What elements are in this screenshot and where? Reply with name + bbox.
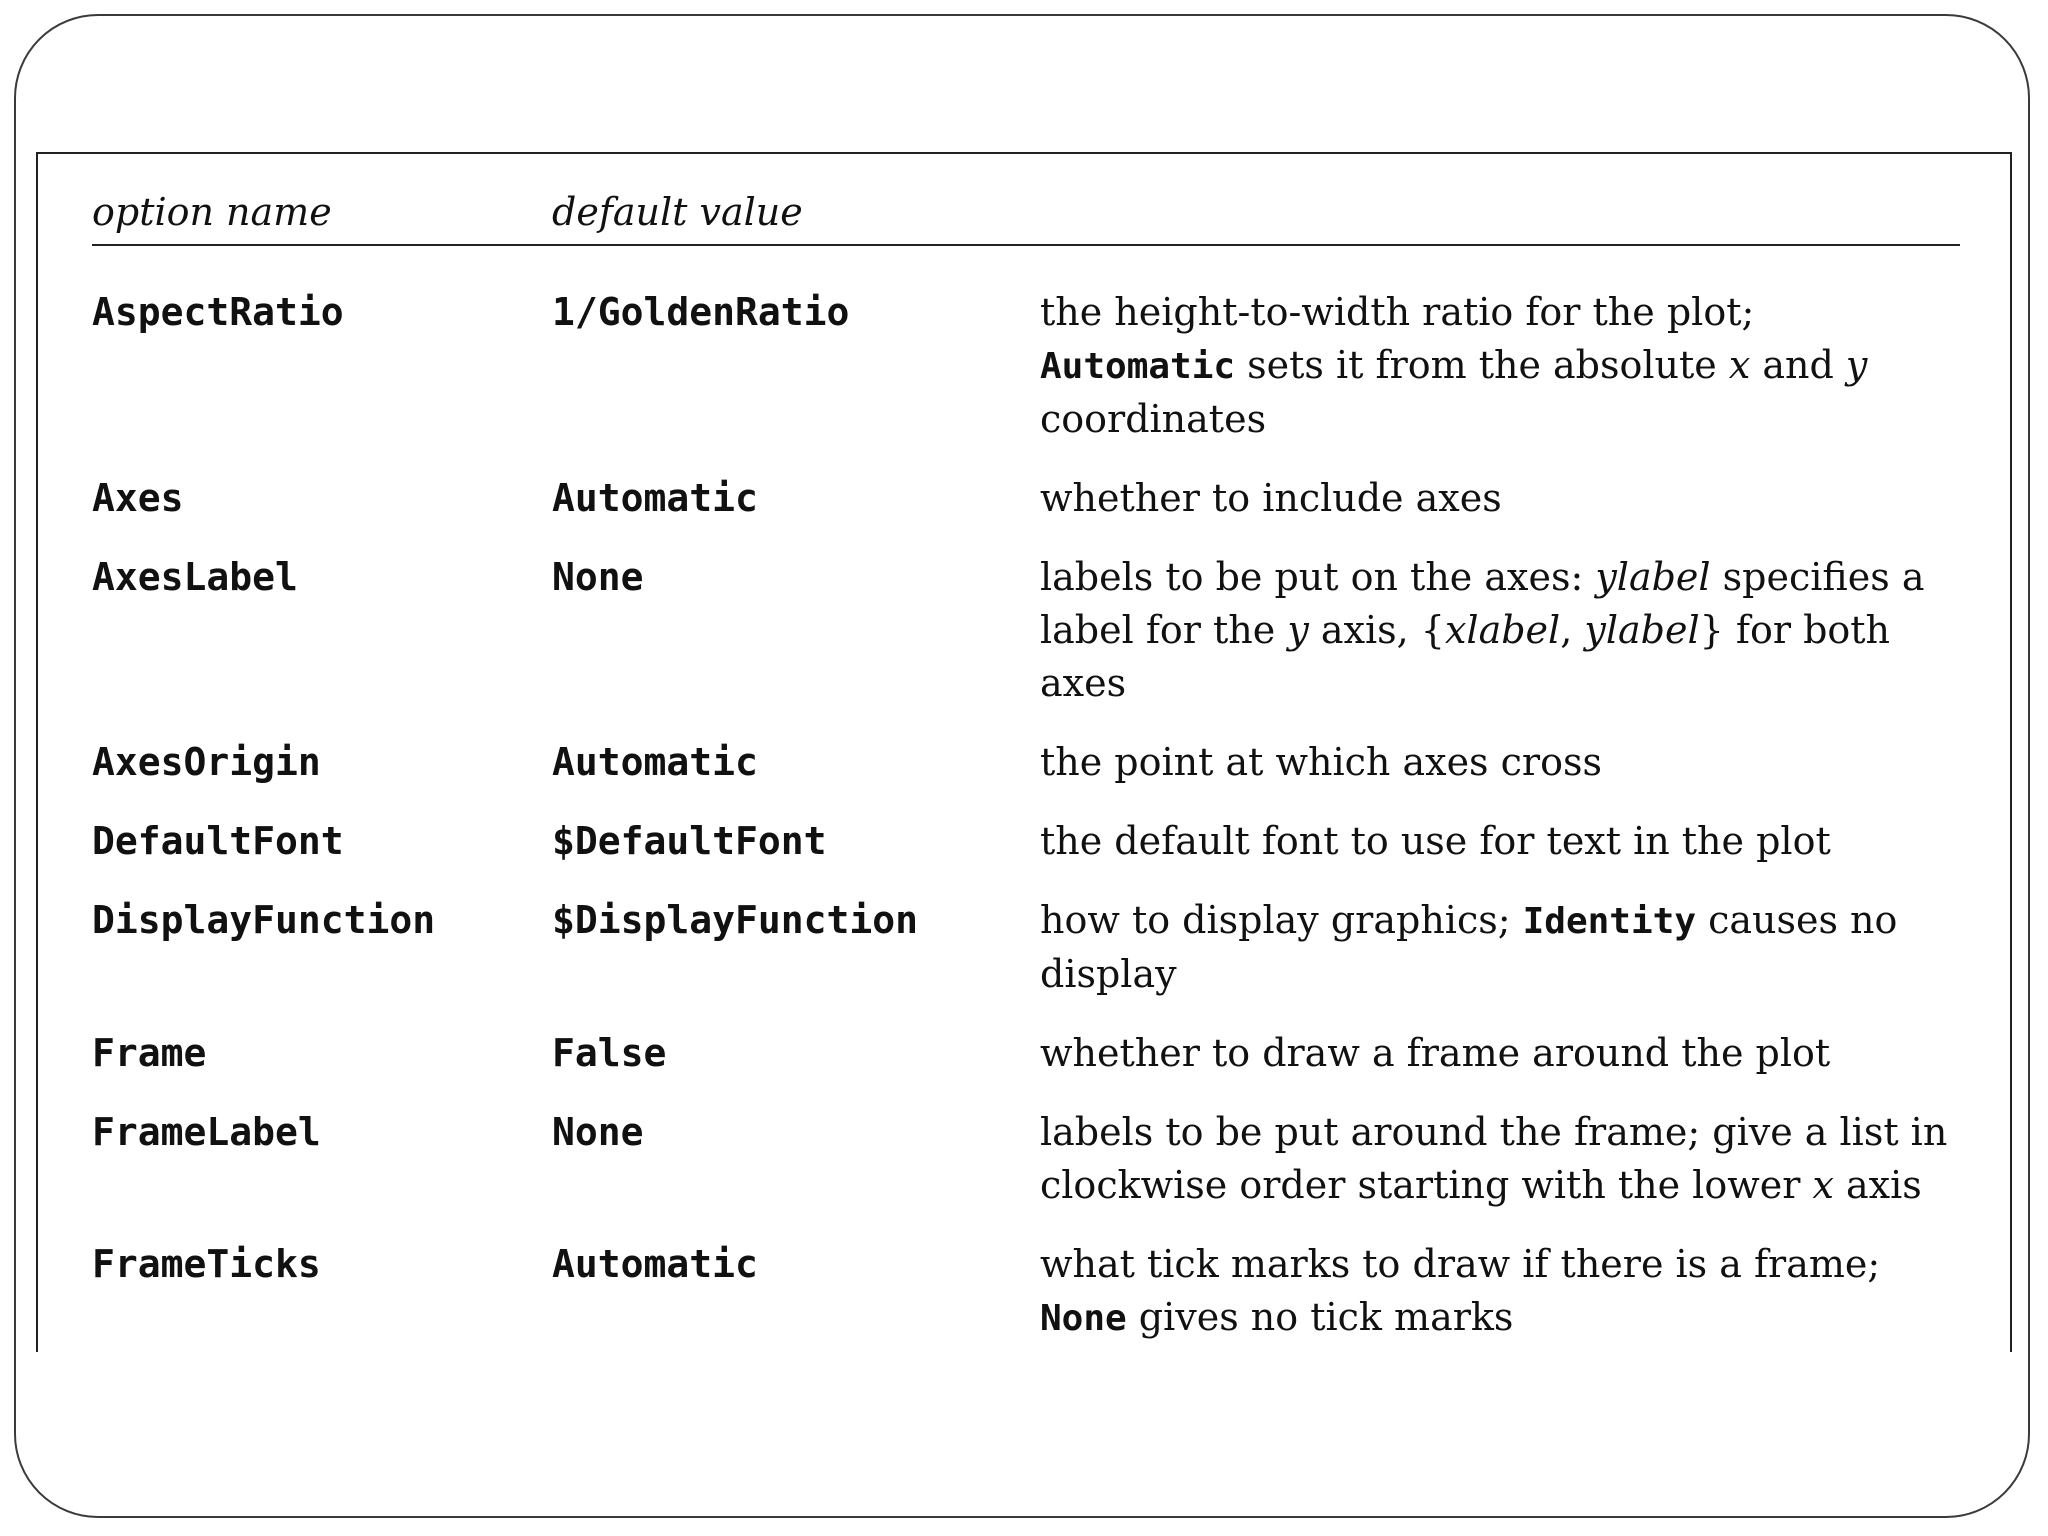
table-row [92,1238,1960,1345]
description-text: the default font to use for text in the plot [1040,819,1831,863]
table-row [92,551,1960,710]
description-text: axis, { [1308,608,1445,652]
italic-term: ylabel [1595,555,1711,599]
table-row [92,1106,1960,1212]
description-text: the point at which axes cross [1040,740,1602,784]
description-text: label for the [1040,608,1288,652]
description-cell [1040,815,1960,868]
description-text: the height-to-width ratio for the plot; [1040,290,1755,334]
table-row [92,1027,1960,1080]
description-text: axis [1833,1163,1922,1207]
description-text: how to display graphics; [1040,898,1523,942]
option-name-cell: AxesOrigin [92,740,321,784]
header-option-name: option name [92,190,332,234]
table-row [92,736,1960,789]
description-text: whether to draw a frame around the plot [1040,1031,1831,1075]
table-row [92,894,1960,1001]
italic-term: x [1812,1163,1834,1207]
description-cell [1040,551,1960,710]
header-default-value: default value [552,190,803,234]
default-value-cell: None [552,555,644,599]
description-text: causes no [1696,898,1898,942]
description-text: specifies a [1710,555,1925,599]
description-cell [1040,1106,1960,1212]
default-value-cell: $DefaultFont [552,819,827,863]
option-name-cell: Axes [92,476,184,520]
option-name-cell: DisplayFunction [92,898,436,942]
default-value-cell: Automatic [552,476,758,520]
description-text: gives no tick marks [1126,1295,1514,1339]
option-name-cell: AspectRatio [92,290,344,334]
description-text: clockwise order starting with the lower [1040,1163,1813,1207]
options-table [36,152,2012,1352]
default-value-cell: 1/GoldenRatio [552,290,850,334]
description-text: whether to include axes [1040,476,1502,520]
option-name-cell: FrameTicks [92,1242,321,1286]
default-value-cell: False [552,1031,667,1075]
code-term: None [1040,1298,1127,1339]
italic-term: ylabel [1584,608,1700,652]
description-text: labels to be put on the axes: [1040,555,1596,599]
description-cell [1040,736,1960,789]
description-cell [1040,1238,1960,1345]
description-text: and [1750,343,1846,387]
description-text: what tick marks to draw if there is a frame; [1040,1242,1881,1286]
description-text: sets it from the absolute [1235,343,1729,387]
table-body [92,286,1960,1371]
description-cell [1040,1027,1960,1080]
description-text: } for both [1699,608,1891,652]
description-text: display [1040,952,1177,996]
description-text: , [1560,608,1585,652]
table-row [92,286,1960,446]
table-row [92,472,1960,525]
default-value-cell: Automatic [552,1242,758,1286]
option-name-cell: FrameLabel [92,1110,321,1154]
option-name-cell: AxesLabel [92,555,298,599]
default-value-cell: Automatic [552,740,758,784]
default-value-cell: None [552,1110,644,1154]
code-term: Identity [1522,901,1696,942]
description-text: coordinates [1040,397,1267,441]
description-text: axes [1040,661,1127,705]
table-header [92,188,1960,246]
default-value-cell: $DisplayFunction [552,898,919,942]
description-cell [1040,286,1960,446]
table-row [92,815,1960,868]
italic-term: y [1287,608,1309,652]
italic-term: x [1728,343,1751,387]
italic-term: y [1845,343,1868,387]
italic-term: xlabel [1444,608,1561,652]
option-name-cell: Frame [92,1031,207,1075]
option-name-cell: DefaultFont [92,819,344,863]
description-cell [1040,472,1960,525]
description-cell [1040,894,1960,1001]
description-text: labels to be put around the frame; give a list in [1040,1110,1948,1154]
code-term: Automatic [1040,346,1236,387]
